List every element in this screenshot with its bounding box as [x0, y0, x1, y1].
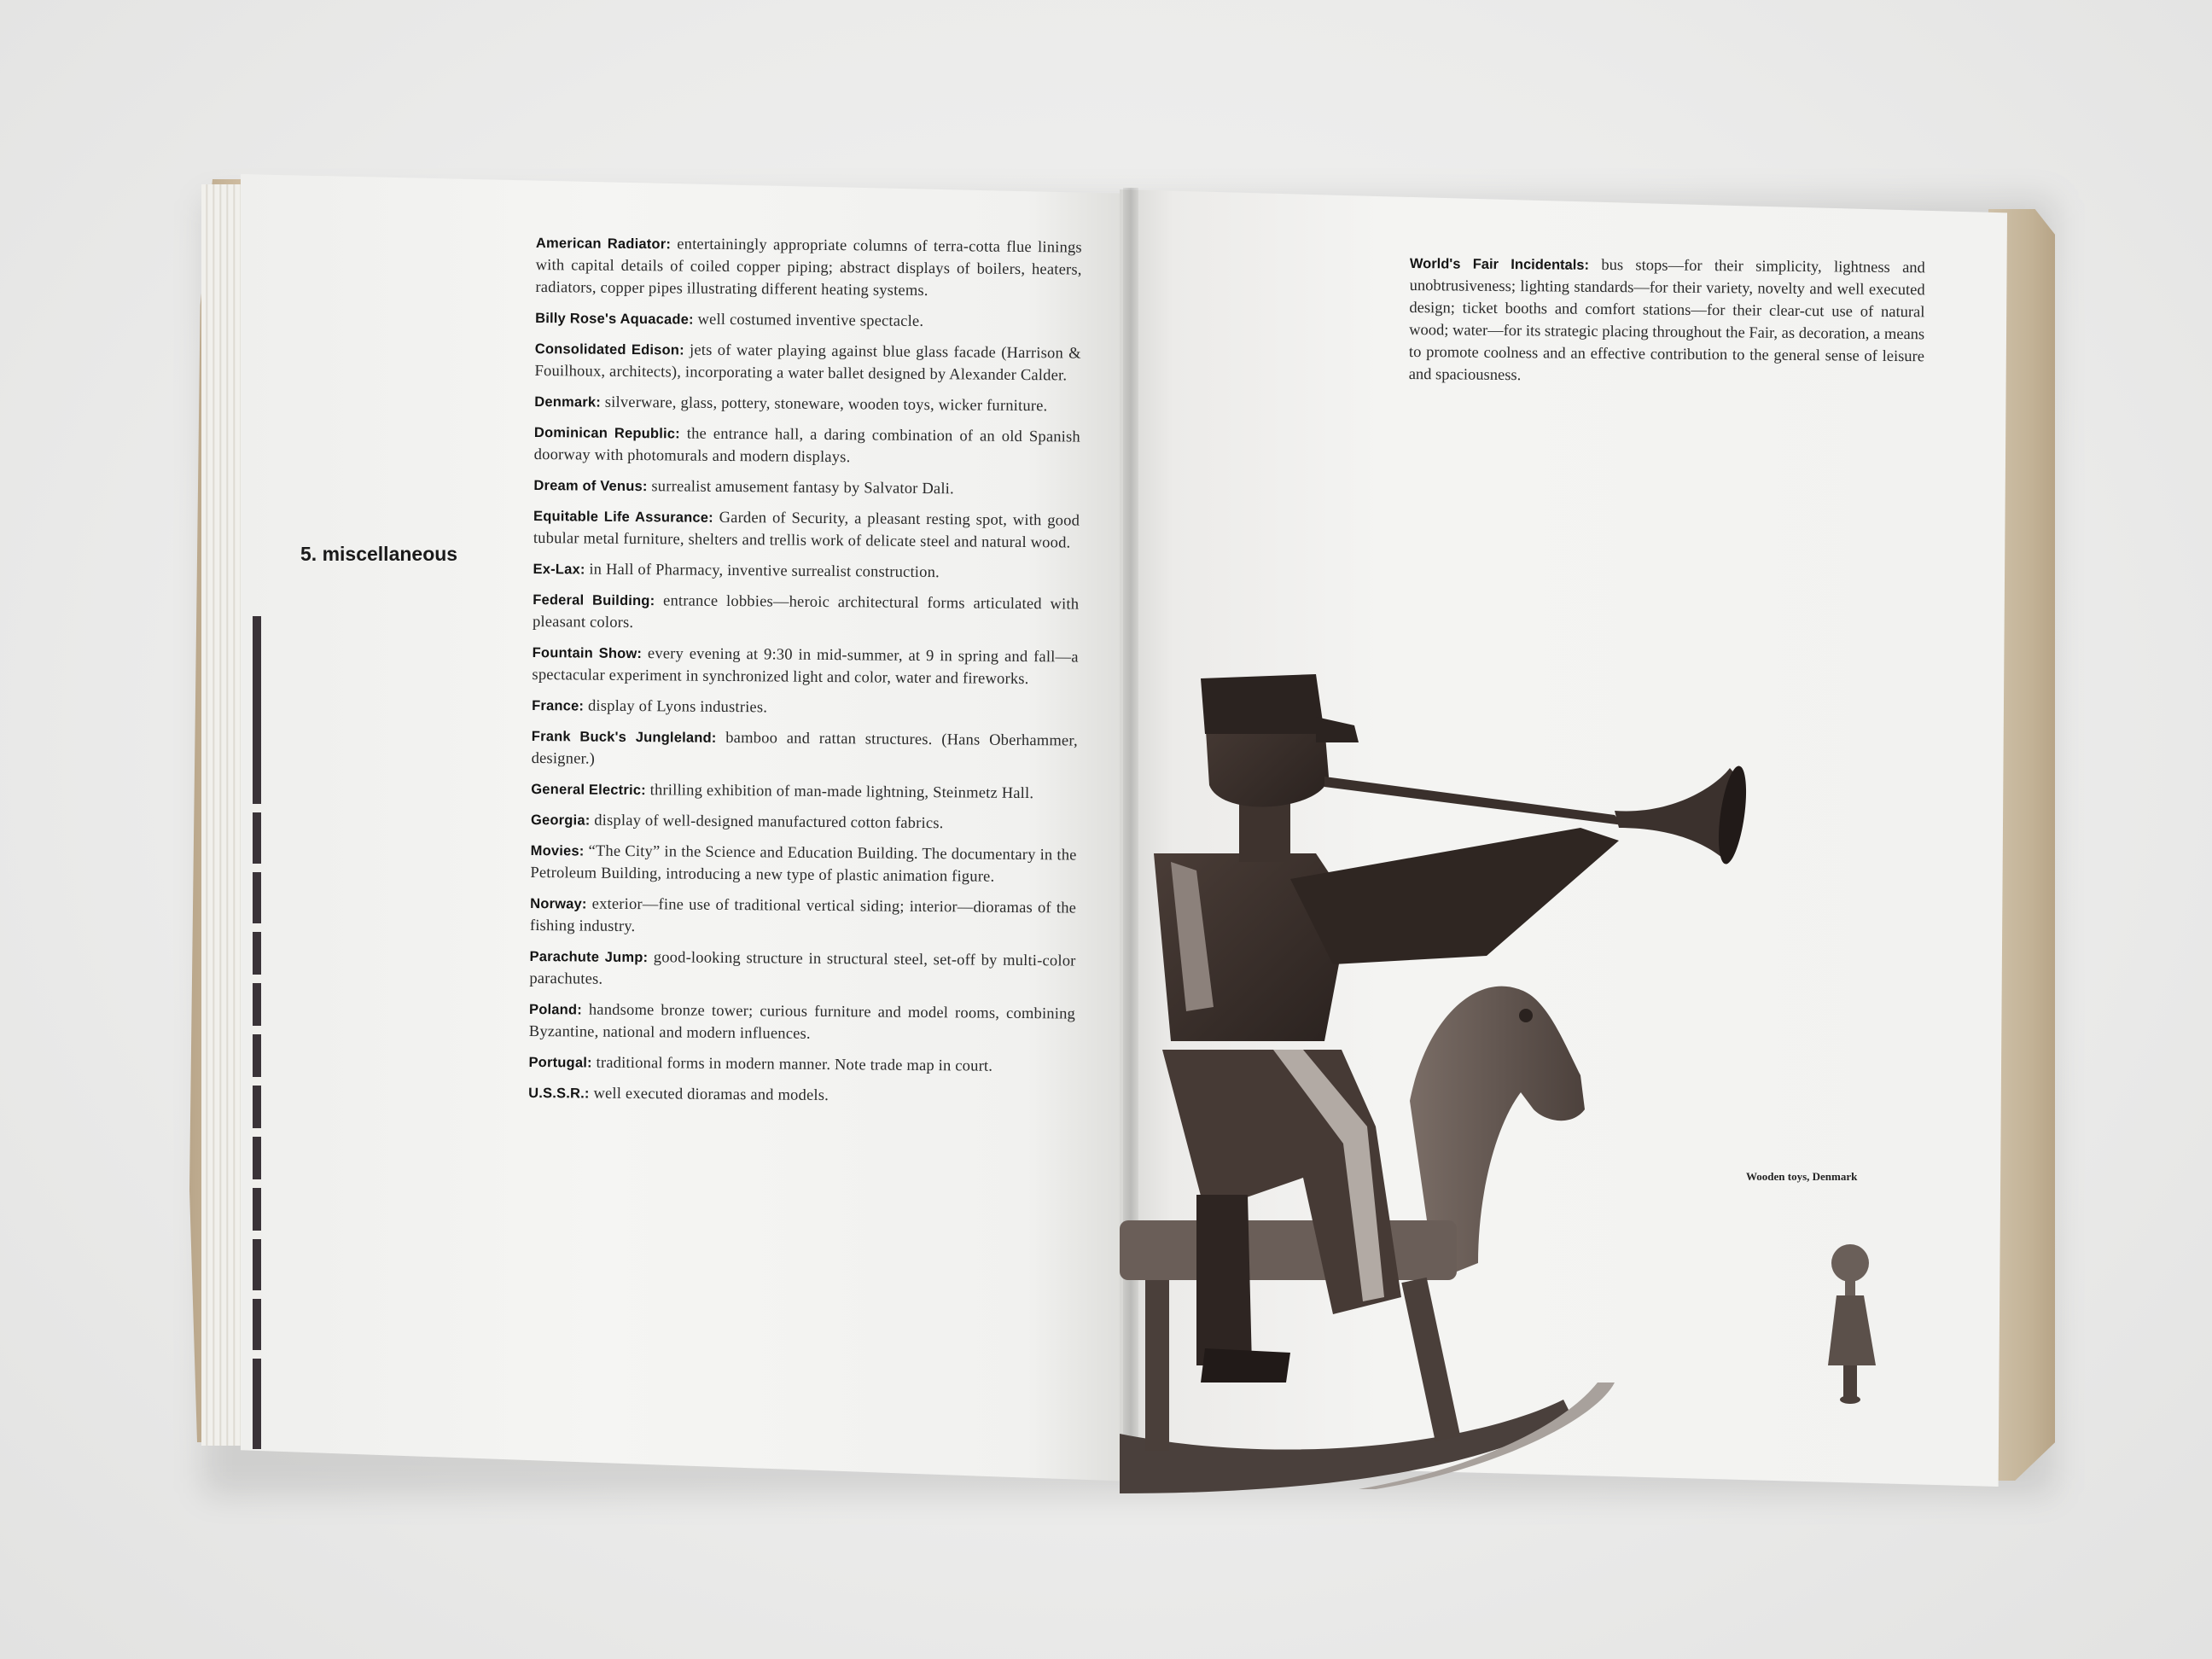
soldier-cap	[1201, 674, 1324, 734]
entry-name: American Radiator:	[535, 235, 672, 253]
entry-name: Portugal:	[528, 1054, 592, 1071]
soldier-boot	[1201, 1348, 1290, 1382]
entry-france	[532, 695, 1078, 722]
entry-consolidated-edison	[534, 338, 1080, 387]
entry-portugal	[528, 1051, 1074, 1079]
entry-american-radiator	[535, 232, 1082, 304]
entry-text: well costumed inventive spectacle.	[693, 311, 924, 330]
entry-name: Poland:	[528, 1001, 583, 1018]
entry-text: entrance lobbies—heroic architectural forms articulated with pleasant colors.	[532, 592, 1080, 632]
small-doll-figure	[1828, 1244, 1876, 1404]
rocker-leg	[1145, 1280, 1169, 1451]
entry-parachute-jump	[529, 946, 1075, 995]
entry-text: every evening at 9:30 in mid-summer, at 9 in spring and fall—a spectacular experiment in synchronized light and color, water and fireworks.	[532, 645, 1079, 689]
entry-frank-buck-jungleland	[532, 725, 1078, 775]
horse-eye	[1519, 1009, 1533, 1022]
trumpet-tube	[1324, 777, 1623, 825]
photo-caption: Wooden toys, Denmark	[1746, 1170, 1858, 1183]
entry-text: entertainingly appropriate columns of terra-cotta flue linings with capital details of coiled copper piping; abstract displays of boilers, heaters, radiators, copper pipes illustrating different heating systems.	[535, 236, 1082, 300]
entry-poland	[529, 998, 1075, 1048]
entry-equitable-life	[533, 505, 1080, 555]
entry-text: well executed dioramas and models.	[589, 1085, 830, 1105]
incidentals-name: World's Fair Incidentals:	[1409, 255, 1590, 273]
entry-text: “The City” in the Science and Education Building. The documentary in the Petroleum Building, introducing a new type of plastic animation figure.	[530, 842, 1077, 886]
exhibit-entries	[528, 232, 1082, 1118]
entry-text: handsome bronze tower; curious furniture and model rooms, combining Byzantine, national and modern influences.	[528, 1001, 1076, 1043]
entry-text: surrealist amusement fantasy by Salvator Dali.	[647, 478, 954, 498]
worlds-fair-incidentals	[1409, 253, 1925, 390]
soldier-lower-leg	[1196, 1195, 1252, 1365]
entry-text: traditional forms in modern manner. Note trade map in court.	[591, 1054, 993, 1075]
entry-ex-lax	[533, 558, 1079, 585]
rocker-seat	[1120, 1220, 1457, 1280]
entry-name: Consolidated Edison:	[534, 341, 684, 358]
entry-text: display of Lyons industries.	[584, 697, 768, 717]
entry-name: Dream of Venus:	[533, 477, 648, 495]
soldier-arm	[1290, 828, 1619, 964]
cap-visor	[1316, 717, 1359, 742]
wooden-toys-photo	[1120, 649, 2007, 1493]
entry-norway	[530, 893, 1076, 942]
entry-name: Equitable Life Assurance:	[533, 508, 713, 526]
rocker-runner	[1120, 1400, 1572, 1493]
entry-name: Dominican Republic:	[533, 424, 680, 442]
entry-fountain-show	[532, 642, 1078, 691]
entry-federal-building	[533, 589, 1079, 638]
entry-name: U.S.S.R.:	[528, 1085, 590, 1102]
entry-name: Georgia:	[530, 812, 591, 829]
entry-ussr	[528, 1082, 1074, 1109]
entry-name: Parachute Jump:	[529, 948, 649, 966]
entry-movies	[530, 840, 1076, 889]
entry-georgia	[531, 809, 1077, 836]
entry-text: jets of water playing against blue glass facade (Harrison & Fouilhoux, architects), incorporating a water ballet designed by Alexander Calder.	[534, 341, 1081, 385]
entry-name: Norway:	[530, 895, 587, 912]
entry-text: silverware, glass, pottery, stoneware, wooden toys, wicker furniture.	[600, 393, 1048, 416]
incidentals-text: bus stops—for their simplicity, lightness and unobtrusiveness; lighting standards—for their variety, novelty and well executed design; ticket booths and comfort stations—for their clear-cut use of natural wood; water—for its strategic placing throughout the Fair, as decoration, a means to promote coolness and an effective contribution to the general sense of leisure and spaciousness.	[1408, 256, 1925, 385]
thumb-index-bar	[253, 616, 261, 1449]
rocker-leg	[1401, 1278, 1460, 1441]
entry-text: Garden of Security, a pleasant resting spot, with good tubular metal furniture, shelters and trellis work of delicate steel and natural wood.	[533, 509, 1080, 552]
entry-name: France:	[532, 697, 585, 714]
entry-name: Fountain Show:	[532, 644, 643, 662]
entry-dominican-republic	[534, 422, 1080, 471]
entry-text: bamboo and rattan structures. (Hans Oberhammer, designer.)	[531, 729, 1078, 768]
entry-denmark	[534, 391, 1080, 418]
entry-general-electric	[531, 778, 1077, 806]
entry-name: Frank Buck's Jungleland:	[531, 728, 717, 746]
entry-billy-rose-aquacade	[535, 307, 1081, 335]
entry-text: thrilling exhibition of man-made lightning, Steinmetz Hall.	[645, 782, 1034, 803]
entry-name: Movies:	[530, 842, 585, 859]
entry-text: in Hall of Pharmacy, inventive surrealist construction.	[585, 561, 940, 582]
entry-name: Ex-Lax:	[533, 561, 585, 578]
entry-text: good-looking structure in structural steel, set-off by multi-color parachutes.	[529, 949, 1076, 988]
entry-name: Billy Rose's Aquacade:	[535, 310, 694, 328]
entry-text: the entrance hall, a daring combination of an old Spanish doorway with photomurals and modern displays.	[533, 425, 1080, 467]
soldier-neck	[1239, 802, 1290, 862]
section-heading: 5. miscellaneous	[300, 543, 458, 565]
entry-dream-of-venus	[533, 474, 1080, 502]
entry-text: display of well-designed manufactured cotton fabrics.	[590, 812, 944, 833]
entry-name: Federal Building:	[533, 591, 655, 609]
entry-name: General Electric:	[531, 781, 646, 799]
entry-name: Denmark:	[534, 393, 602, 410]
entry-text: exterior—fine use of traditional vertical siding; interior—dioramas of the fishing industry.	[529, 895, 1077, 936]
